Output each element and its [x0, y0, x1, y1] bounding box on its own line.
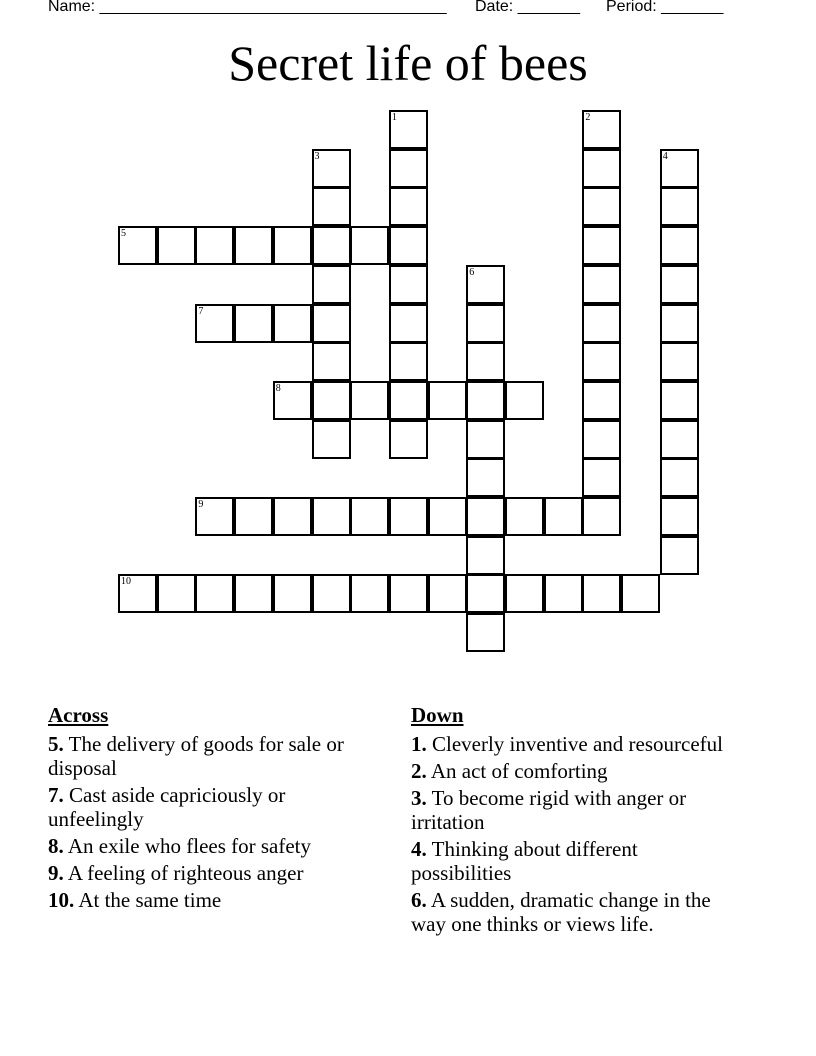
- grid-cell[interactable]: [195, 226, 234, 265]
- grid-cell[interactable]: [118, 226, 157, 265]
- grid-cell[interactable]: [195, 574, 234, 613]
- grid-cell[interactable]: [466, 613, 505, 652]
- clue-text: Cast aside capriciously or unfeelingly: [48, 783, 286, 831]
- grid-cell[interactable]: [660, 420, 699, 459]
- grid-cell[interactable]: [660, 381, 699, 420]
- grid-cell[interactable]: [157, 574, 196, 613]
- down-heading: Down: [411, 703, 464, 727]
- grid-cell[interactable]: [544, 574, 583, 613]
- grid-cell[interactable]: [389, 265, 428, 304]
- clue-number: 7.: [48, 783, 64, 807]
- grid-cell[interactable]: [582, 420, 621, 459]
- clue-across-5: [48, 732, 378, 780]
- grid-cell[interactable]: [195, 304, 234, 343]
- grid-cell[interactable]: [273, 497, 312, 536]
- grid-cell[interactable]: [505, 574, 544, 613]
- across-heading: Across: [48, 703, 109, 727]
- clue-number: 2.: [411, 759, 427, 783]
- grid-cell[interactable]: [582, 149, 621, 188]
- clue-text: The delivery of goods for sale or disposal: [48, 732, 344, 780]
- grid-cell[interactable]: [660, 149, 699, 188]
- grid-cell[interactable]: [505, 381, 544, 420]
- grid-cell[interactable]: [466, 265, 505, 304]
- grid-cell[interactable]: [660, 304, 699, 343]
- clue-down-1: [411, 732, 741, 756]
- grid-cell[interactable]: [389, 342, 428, 381]
- clue-across-8: [48, 834, 378, 858]
- grid-cell[interactable]: [582, 342, 621, 381]
- grid-cell[interactable]: [350, 381, 389, 420]
- grid-cell[interactable]: [389, 187, 428, 226]
- clue-number-label: 4: [662, 150, 668, 162]
- period-field-label: Period: _______: [606, 0, 724, 15]
- grid-cell[interactable]: [660, 342, 699, 381]
- clue-text: A feeling of righteous anger: [67, 861, 304, 885]
- clue-text: An act of comforting: [430, 759, 608, 783]
- grid-cell[interactable]: [234, 226, 273, 265]
- down-clues: [411, 703, 741, 939]
- grid-cell[interactable]: [389, 420, 428, 459]
- grid-cell[interactable]: [582, 304, 621, 343]
- clue-number: 3.: [411, 786, 427, 810]
- grid-cell[interactable]: [273, 226, 312, 265]
- clue-number-label: 10: [121, 576, 131, 588]
- grid-cell[interactable]: [428, 497, 467, 536]
- clue-number: 9.: [48, 861, 64, 885]
- grid-cell[interactable]: [466, 497, 505, 536]
- clue-text: An exile who flees for safety: [67, 834, 312, 858]
- grid-cell[interactable]: [582, 265, 621, 304]
- grid-cell[interactable]: [312, 265, 351, 304]
- clue-number: 4.: [411, 837, 427, 861]
- grid-cell[interactable]: [234, 304, 273, 343]
- clue-down-4: [411, 837, 741, 885]
- across-clues: [48, 703, 378, 915]
- grid-cell[interactable]: [389, 497, 428, 536]
- clue-number-label: 8: [275, 382, 281, 394]
- grid-cell[interactable]: [273, 381, 312, 420]
- grid-cell[interactable]: [312, 187, 351, 226]
- clue-number-label: 2: [585, 112, 591, 123]
- clue-number: 8.: [48, 834, 64, 858]
- grid-cell[interactable]: [350, 497, 389, 536]
- grid-cell[interactable]: [195, 497, 234, 536]
- grid-cell[interactable]: [350, 574, 389, 613]
- grid-cell[interactable]: [466, 458, 505, 497]
- grid-cell[interactable]: [118, 574, 157, 613]
- clue-text: A sudden, dramatic change in the way one thinks or views life.: [411, 888, 711, 936]
- clue-number: 1.: [411, 732, 427, 756]
- grid-cell[interactable]: [312, 574, 351, 613]
- grid-cell[interactable]: [350, 226, 389, 265]
- grid-cell[interactable]: [273, 304, 312, 343]
- name-field-label: Name: _______________________________________: [48, 0, 447, 15]
- grid-cell[interactable]: [466, 342, 505, 381]
- grid-cell[interactable]: [466, 381, 505, 420]
- grid-cell[interactable]: [660, 187, 699, 226]
- grid-cell[interactable]: [582, 458, 621, 497]
- grid-cell[interactable]: [660, 458, 699, 497]
- clue-number-label: 9: [198, 499, 204, 510]
- grid-cell[interactable]: [582, 110, 621, 149]
- grid-cell[interactable]: [389, 149, 428, 188]
- clue-text: At the same time: [78, 888, 222, 912]
- clue-across-10: [48, 888, 378, 912]
- clue-number-label: 5: [121, 228, 126, 240]
- grid-cell[interactable]: [466, 574, 505, 613]
- grid-cell[interactable]: [582, 187, 621, 226]
- page-title: Secret life of bees: [228, 35, 588, 91]
- grid-cell[interactable]: [389, 110, 428, 149]
- clue-down-6: [411, 888, 741, 936]
- grid-cell[interactable]: [389, 304, 428, 343]
- grid-cell[interactable]: [582, 381, 621, 420]
- grid-cell[interactable]: [389, 574, 428, 613]
- grid-cell[interactable]: [660, 497, 699, 536]
- grid-cell[interactable]: [428, 574, 467, 613]
- grid-cell[interactable]: [660, 536, 699, 575]
- grid-cell[interactable]: [582, 226, 621, 265]
- clue-number: 10.: [48, 888, 75, 912]
- grid-cell[interactable]: [466, 304, 505, 343]
- grid-cell[interactable]: [582, 574, 621, 613]
- grid-cell[interactable]: [582, 497, 621, 536]
- grid-cell[interactable]: [660, 226, 699, 265]
- clue-text: To become rigid with anger or irritation: [411, 786, 687, 834]
- clue-number-label: 1: [391, 112, 397, 123]
- grid-cell[interactable]: [312, 342, 351, 381]
- grid-cell[interactable]: [389, 381, 428, 420]
- clue-text: Cleverly inventive and resourceful: [432, 732, 723, 756]
- grid-cell[interactable]: [273, 574, 312, 613]
- grid-cell[interactable]: [466, 536, 505, 575]
- grid-cell[interactable]: [312, 149, 351, 188]
- grid-cell[interactable]: [505, 497, 544, 536]
- clue-down-3: [411, 786, 741, 834]
- clue-down-2: [411, 759, 741, 783]
- clue-across-7: [48, 783, 378, 831]
- grid-cell[interactable]: [544, 497, 583, 536]
- grid-cell[interactable]: [312, 420, 351, 459]
- grid-cell[interactable]: [157, 226, 196, 265]
- grid-cell[interactable]: [312, 497, 351, 536]
- clue-across-9: [48, 861, 378, 885]
- clue-number-label: 3: [314, 150, 320, 162]
- grid-cell[interactable]: [621, 574, 660, 613]
- grid-cell[interactable]: [234, 574, 273, 613]
- grid-cell[interactable]: [428, 381, 467, 420]
- grid-cell[interactable]: [312, 381, 351, 420]
- grid-cell[interactable]: [312, 304, 351, 343]
- grid-cell[interactable]: [312, 226, 351, 265]
- clue-number-label: 6: [469, 266, 475, 278]
- clue-number-label: 7: [198, 305, 204, 317]
- clue-text: Thinking about different possibilities: [411, 837, 638, 885]
- clue-number: 6.: [411, 888, 427, 912]
- date-field-label: Date: _______: [475, 0, 580, 15]
- grid-cell[interactable]: [660, 265, 699, 304]
- grid-cell[interactable]: [389, 226, 428, 265]
- grid-cell[interactable]: [234, 497, 273, 536]
- grid-cell[interactable]: [466, 420, 505, 459]
- clue-number: 5.: [48, 732, 64, 756]
